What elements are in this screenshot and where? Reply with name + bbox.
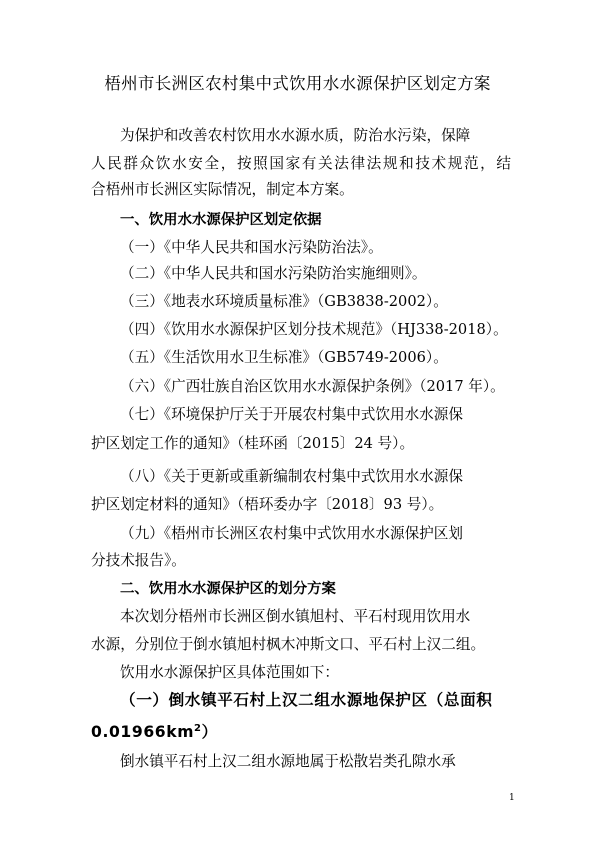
basis-item-1: （一）《中华人民共和国水污染防治法》。: [120, 239, 383, 256]
subsection-heading-line-2: [91, 722, 511, 742]
subsection-heading-line-1: （一）倒水镇平石村上汉二组水源地保护区（总面积: [120, 691, 493, 709]
basis-item-5: （五）《生活饮用水卫生标准》（GB5749-2006）。: [120, 349, 448, 366]
subsection-heading-close: ）: [201, 723, 218, 741]
basis-item-9-line-2: 分技术报告》。: [91, 552, 186, 569]
area-unit-exponent: 2: [194, 723, 202, 734]
page-title: 梧州市长洲区农村集中式饮用水水源保护区划定方案: [104, 74, 491, 93]
basis-item-8-line-2: 护区划定材料的通知》（梧环委办字〔2018〕93 号）。: [91, 496, 444, 513]
page-number: 1: [509, 793, 515, 803]
basis-item-3: （三）《地表水环境质量标准》（GB3838-2002）。: [120, 293, 448, 310]
basis-item-9-line-1: （九）《梧州市长洲区农村集中式饮用水水源保护区划: [120, 525, 463, 542]
intro-line-2: 人民群众饮水安全，按照国家有关法律法规和技术规范，结: [91, 155, 511, 172]
section-2-para-line-1: 本次划分梧州市长洲区倒水镇旭村、平石村现用饮用水: [120, 608, 471, 625]
section-2-para-line-2: 水源，分别位于倒水镇旭村枫木冲斯文口、平石村上汉二组。: [91, 636, 486, 653]
basis-item-7-line-2: 护区划定工作的通知》（桂环函〔2015〕24 号）。: [91, 435, 415, 452]
basis-item-7-line-1: （七）《环境保护厅关于开展农村集中式饮用水水源保: [120, 406, 463, 423]
basis-item-8-line-1: （八）《关于更新或重新编制农村集中式饮用水水源保: [120, 468, 463, 485]
basis-item-4: （四）《饮用水水源保护区划分技术规范》（HJ338-2018）。: [120, 321, 508, 338]
section-1-heading: 一、饮用水水源保护区划定依据: [120, 212, 322, 228]
section-2-para-line-3: 饮用水水源保护区具体范围如下：: [120, 664, 339, 681]
section-2-heading: 二、饮用水水源保护区的划分方案: [120, 581, 336, 597]
intro-line-1: 为保护和改善农村饮用水水源水质，防治水污染，保障: [120, 127, 471, 144]
basis-item-2: （二）《中华人民共和国水污染防治实施细则》。: [120, 265, 427, 282]
subsection-body-line-1: 倒水镇平石村上汉二组水源地属于松散岩类孔隙水承: [120, 753, 456, 770]
protected-area-value: 0.01966km: [91, 723, 195, 741]
basis-item-6: （六）《广西壮族自治区饮用水水源保护条例》（2017 年）。: [120, 378, 505, 395]
intro-line-3: 合梧州市长洲区实际情况，制定本方案。: [91, 181, 354, 198]
